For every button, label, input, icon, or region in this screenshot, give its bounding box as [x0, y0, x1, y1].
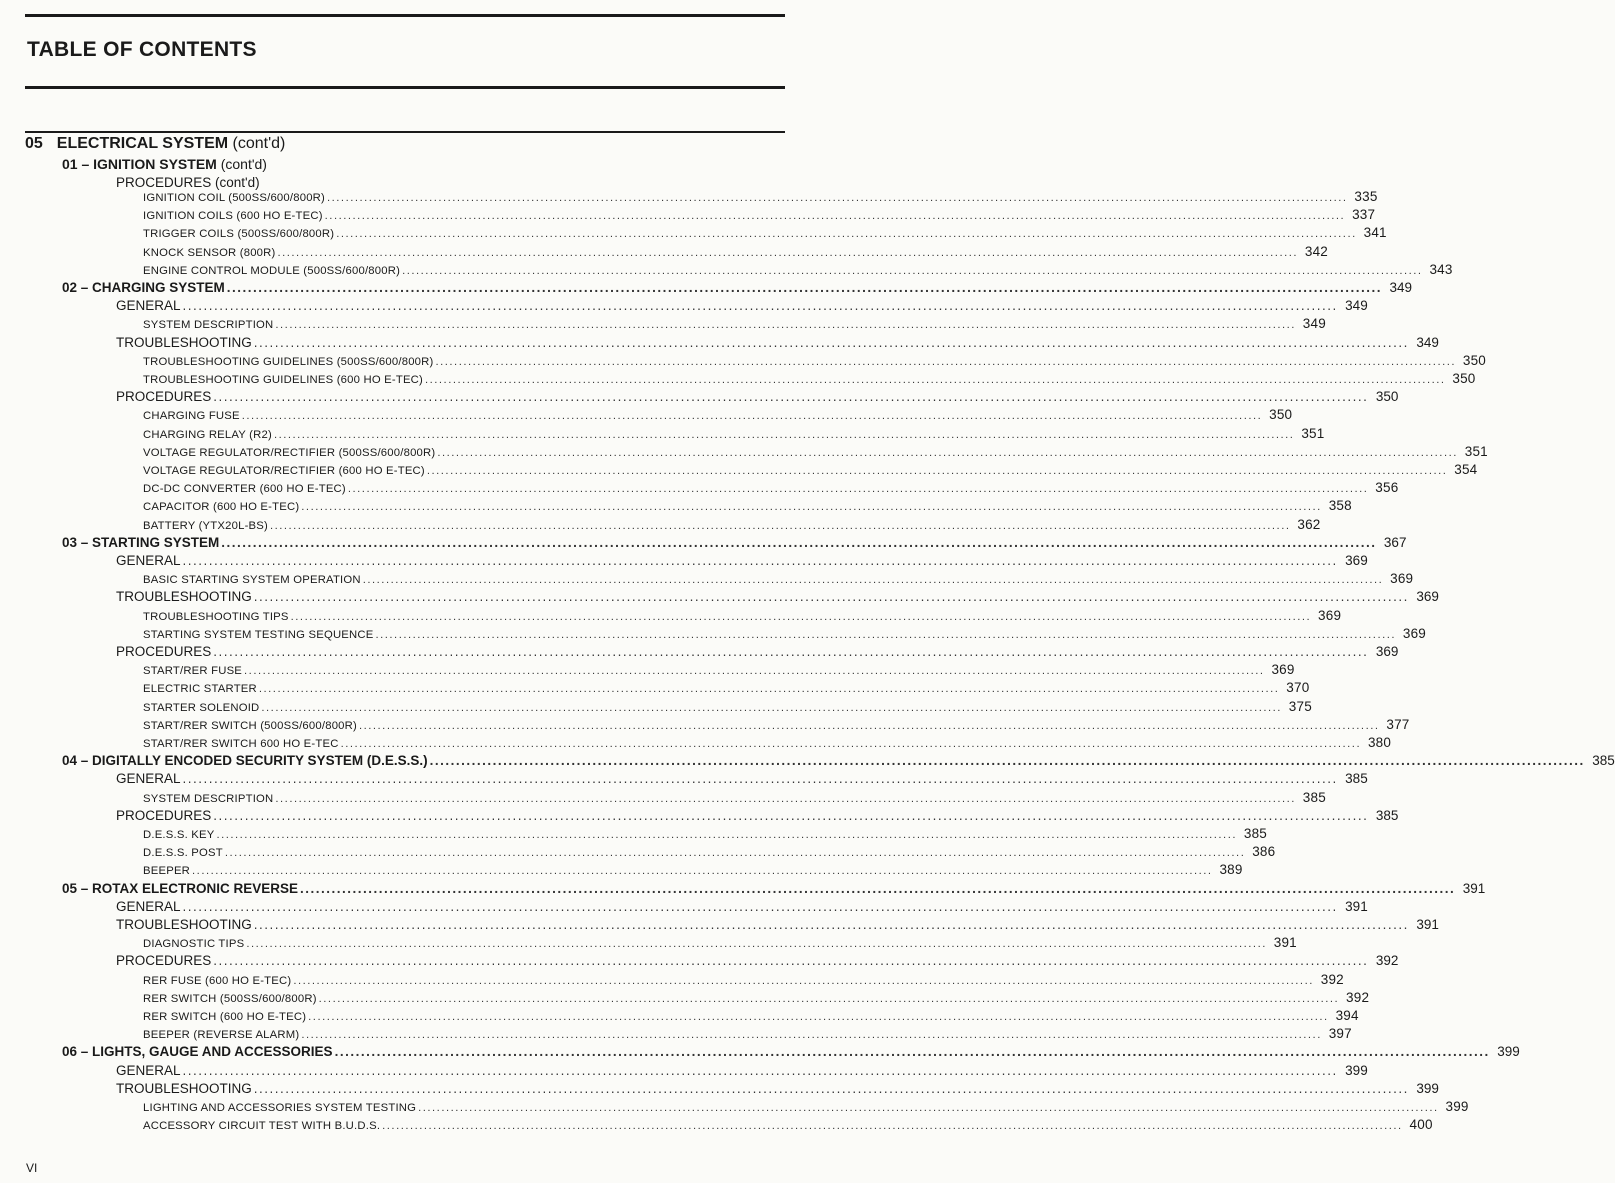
toc-entry-page: 335 — [1354, 189, 1378, 204]
toc-entry[interactable] — [116, 388, 1399, 406]
toc-entry-page: 369 — [1416, 589, 1439, 605]
dot-leader: ............................................................................................................................................................................................................................ — [358, 719, 1380, 732]
toc-entry[interactable] — [143, 425, 1325, 443]
toc-entry-page: 349 — [1416, 334, 1439, 350]
toc-entry[interactable] — [143, 1007, 1359, 1025]
toc-entry[interactable] — [143, 516, 1321, 534]
toc-entry[interactable] — [143, 679, 1310, 697]
toc-entry-page: 362 — [1297, 516, 1321, 532]
toc-entry-page: 394 — [1335, 1008, 1359, 1023]
dot-leader: ............................................................................................................................................................................................................................ — [277, 246, 1299, 259]
toc-entry[interactable] — [143, 497, 1352, 515]
toc-entry-title: VOLTAGE REGULATOR/RECTIFIER (600 HO E-TEC) — [143, 465, 425, 477]
dot-leader: ............................................................................................................................................................................................................................ — [253, 1080, 1409, 1096]
toc-entry-page: 391 — [1462, 880, 1486, 896]
toc-entry-title: TROUBLESHOOTING — [116, 589, 252, 605]
toc-entry[interactable] — [116, 552, 1368, 570]
toc-entry[interactable] — [143, 206, 1376, 224]
dot-leader: ............................................................................................................................................................................................................................ — [182, 1062, 1338, 1078]
dot-leader: ............................................................................................................................................................................................................................ — [301, 1029, 1322, 1042]
toc-entry[interactable] — [62, 752, 1615, 770]
toc-entry-title: BEEPER — [143, 865, 191, 878]
toc-entry[interactable] — [116, 588, 1439, 606]
toc-entry-page: 351 — [1464, 443, 1488, 459]
toc-entry[interactable] — [116, 898, 1368, 916]
toc-entry-title: TROUBLESHOOTING — [116, 334, 252, 350]
toc-entry-title: STARTER SOLENOID — [143, 701, 260, 714]
toc-entry[interactable] — [143, 734, 1392, 752]
toc-entry-page: 337 — [1352, 207, 1376, 223]
toc-entry-title: CHARGING FUSE — [143, 410, 240, 423]
toc-entry-page: 342 — [1304, 243, 1329, 259]
toc-entry-page: 392 — [1375, 953, 1399, 969]
toc-entry[interactable] — [143, 971, 1344, 989]
toc-entry-title: PROCEDURES — [116, 389, 212, 405]
toc-entry-title: DIAGNOSTIC TIPS — [143, 938, 245, 951]
toc-entry[interactable] — [143, 188, 1378, 206]
dot-leader: ............................................................................................................................................................................................................................ — [336, 228, 1357, 241]
toc-entry-title: 05 – ROTAX ELECTRONIC REVERSE — [62, 880, 299, 896]
toc-entry-title: PROCEDURES — [116, 953, 212, 969]
toc-entry-page: 391 — [1273, 935, 1297, 951]
dot-leader: ............................................................................................................................................................................................................................ — [253, 589, 1409, 605]
dot-leader: ............................................................................................................................................................................................................................ — [275, 319, 1296, 332]
toc-entry-page: 369 — [1375, 644, 1399, 659]
toc-entry-title: DC-DC CONVERTER (600 HO E-TEC) — [143, 483, 346, 496]
toc-entry[interactable] — [143, 1025, 1352, 1043]
toc-entry[interactable] — [116, 1062, 1368, 1080]
toc-entry[interactable] — [143, 570, 1414, 588]
dot-leader: ............................................................................................................................................................................................................................ — [273, 428, 1295, 441]
toc-entry-title: CAPACITOR (600 HO E-TEC) — [143, 501, 300, 514]
toc-entry-title: PROCEDURES — [116, 644, 212, 659]
toc-entry-page: 358 — [1328, 498, 1352, 514]
dot-leader: ............................................................................................................................................................................................................................ — [375, 628, 1397, 641]
dot-leader: ............................................................................................................................................................................................................................ — [327, 192, 1348, 204]
toc-entry[interactable] — [143, 825, 1267, 843]
toc-entry-page: 350 — [1269, 407, 1293, 423]
toc-entry-page: 397 — [1328, 1026, 1352, 1042]
toc-entry-title: TROUBLESHOOTING TIPS — [143, 610, 289, 623]
dot-leader: ............................................................................................................................................................................................................................ — [334, 1044, 1490, 1060]
dot-leader: ............................................................................................................................................................................................................................ — [246, 938, 1267, 951]
subsection-suffix: (cont'd) — [220, 156, 267, 172]
toc-entry-page: 392 — [1320, 971, 1344, 987]
toc-entry-title: VOLTAGE REGULATOR/RECTIFIER (500SS/600/800R) — [143, 446, 436, 459]
toc-entry-page: 369 — [1271, 662, 1295, 678]
toc-entry[interactable] — [143, 661, 1295, 679]
dot-leader: ............................................................................................................................................................................................................................ — [244, 665, 1265, 678]
dot-leader: ............................................................................................................................................................................................................................ — [300, 880, 1456, 896]
section-rule — [25, 131, 785, 133]
toc-entry-title: ENGINE CONTROL MODULE (500SS/600/800R) — [143, 264, 401, 277]
toc-entry[interactable] — [143, 607, 1342, 625]
toc-entry-page: 354 — [1454, 462, 1478, 477]
dot-leader: ............................................................................................................................................................................................................................ — [182, 298, 1338, 314]
top-rule — [25, 14, 785, 17]
toc-entry-title: GENERAL — [116, 898, 181, 914]
dot-leader: ............................................................................................................................................................................................................................ — [253, 917, 1409, 932]
page-number: VI — [26, 1161, 38, 1175]
toc-entry[interactable] — [143, 716, 1410, 734]
toc-entry-title: GENERAL — [116, 553, 181, 568]
toc-entry[interactable] — [116, 334, 1439, 352]
dot-leader: ............................................................................................................................................................................................................................ — [290, 610, 1312, 623]
toc-entry[interactable] — [62, 279, 1412, 297]
dot-leader: ............................................................................................................................................................................................................................ — [226, 280, 1382, 295]
toc-entry[interactable] — [116, 807, 1399, 825]
section-heading — [25, 135, 285, 153]
subsection-heading — [62, 156, 267, 172]
toc-entry-page: 391 — [1345, 898, 1368, 914]
dot-leader: ............................................................................................................................................................................................................................ — [293, 974, 1314, 987]
toc-entry-page: 385 — [1243, 826, 1267, 841]
dot-leader: ............................................................................................................................................................................................................................ — [418, 1102, 1439, 1114]
dot-leader: ............................................................................................................................................................................................................................ — [435, 355, 1457, 368]
toc-entry-title: ELECTRIC STARTER — [143, 683, 257, 696]
toc-entry-page: 399 — [1445, 1099, 1469, 1114]
toc-entry[interactable] — [143, 934, 1297, 952]
dot-leader: ............................................................................................................................................................................................................................ — [301, 501, 1322, 514]
toc-entry-page: 392 — [1346, 989, 1370, 1005]
toc-entry-title: RER SWITCH (500SS/600/800R) — [143, 992, 317, 1005]
toc-entry[interactable] — [143, 443, 1488, 461]
toc-entry-page: 369 — [1318, 607, 1342, 623]
toc-entry[interactable] — [143, 224, 1387, 242]
section-suffix: (cont'd) — [232, 135, 286, 152]
toc-entry-page: 400 — [1409, 1117, 1433, 1133]
dot-leader: ............................................................................................................................................................................................................................ — [275, 792, 1296, 805]
section-number: 05 — [25, 135, 43, 152]
toc-entry-page: 341 — [1363, 225, 1387, 241]
toc-entry-page: 369 — [1402, 625, 1427, 641]
dot-leader: ............................................................................................................................................................................................................................ — [382, 1120, 1403, 1133]
dot-leader: ............................................................................................................................................................................................................................ — [429, 753, 1585, 769]
toc-entry-title: D.E.S.S. KEY — [143, 829, 215, 841]
toc-entry[interactable] — [143, 698, 1312, 716]
toc-entry-title: STARTING SYSTEM TESTING SEQUENCE — [143, 628, 374, 641]
dot-leader: ............................................................................................................................................................................................................................ — [340, 738, 1362, 750]
procedures-heading: PROCEDURES (cont'd) — [116, 175, 260, 190]
dot-leader: ............................................................................................................................................................................................................................ — [402, 264, 1423, 277]
dot-leader: ............................................................................................................................................................................................................................ — [261, 701, 1282, 714]
toc-entry[interactable] — [143, 625, 1427, 643]
toc-entry-page: 349 — [1302, 316, 1326, 332]
dot-leader: ............................................................................................................................................................................................................................ — [308, 1011, 1329, 1023]
toc-entry[interactable] — [143, 843, 1276, 861]
toc-entry-title: IGNITION COIL (500SS/600/800R) — [143, 192, 326, 204]
subsection-title: 01 – IGNITION SYSTEM — [62, 156, 217, 172]
toc-entry-title: TROUBLESHOOTING — [116, 917, 252, 932]
toc-entry-page: 349 — [1389, 280, 1412, 295]
toc-entry-page: 343 — [1429, 261, 1453, 277]
dot-leader: ............................................................................................................................................................................................................................ — [213, 953, 1369, 969]
toc-entry[interactable] — [143, 352, 1487, 370]
toc-entry[interactable] — [143, 370, 1476, 388]
toc-entry-title: IGNITION COILS (600 HO E-TEC) — [143, 210, 323, 223]
toc-entry-title: START/RER SWITCH 600 HO E-TEC — [143, 738, 339, 750]
toc-entry-title: SYSTEM DESCRIPTION — [143, 792, 274, 805]
toc-entry-page: 399 — [1416, 1080, 1439, 1096]
toc-entry-title: TRIGGER COILS (500SS/600/800R) — [143, 228, 335, 241]
toc-entry-title: START/RER FUSE — [143, 665, 243, 678]
toc-entry-page: 377 — [1386, 716, 1410, 732]
toc-entry-page: 389 — [1219, 862, 1243, 878]
toc-entry-page: 351 — [1301, 425, 1325, 441]
dot-leader: ............................................................................................................................................................................................................................ — [192, 865, 1213, 878]
section-title: ELECTRICAL SYSTEM — [56, 135, 229, 152]
toc-entry[interactable] — [143, 989, 1370, 1007]
dot-leader: ............................................................................................................................................................................................................................ — [182, 553, 1338, 568]
toc-entry-title: TROUBLESHOOTING GUIDELINES (600 HO E-TEC) — [143, 374, 423, 386]
dot-leader: ............................................................................................................................................................................................................................ — [241, 410, 1263, 423]
toc-entry-title: ACCESSORY CIRCUIT TEST WITH B.U.D.S. — [143, 1120, 381, 1133]
toc-entry[interactable] — [116, 952, 1399, 970]
toc-entry-title: LIGHTING AND ACCESSORIES SYSTEM TESTING — [143, 1102, 417, 1114]
toc-entry-page: 385 — [1592, 753, 1615, 769]
dot-leader: ............................................................................................................................................................................................................................ — [213, 389, 1369, 405]
toc-entry[interactable] — [143, 315, 1326, 333]
dot-leader: ............................................................................................................................................................................................................................ — [425, 374, 1446, 386]
toc-entry[interactable] — [116, 1080, 1439, 1098]
dot-leader: ............................................................................................................................................................................................................................ — [213, 644, 1369, 659]
toc-entry[interactable] — [143, 261, 1453, 279]
dot-leader: ............................................................................................................................................................................................................................ — [318, 992, 1340, 1005]
toc-entry-title: 03 – STARTING SYSTEM — [62, 534, 220, 550]
dot-leader: ............................................................................................................................................................................................................................ — [324, 210, 1346, 223]
toc-entry[interactable] — [143, 479, 1399, 497]
dot-leader: ............................................................................................................................................................................................................................ — [213, 807, 1369, 823]
toc-entry[interactable] — [62, 1043, 1520, 1061]
toc-entry-title: TROUBLESHOOTING GUIDELINES (500SS/600/800R) — [143, 355, 434, 368]
toc-entry[interactable] — [116, 643, 1399, 661]
dot-leader: ............................................................................................................................................................................................................................ — [258, 683, 1280, 696]
toc-entry-title: TROUBLESHOOTING — [116, 1080, 252, 1096]
toc-entry[interactable] — [116, 297, 1368, 315]
toc-entry[interactable] — [116, 916, 1439, 934]
toc-entry-page: 391 — [1416, 917, 1439, 932]
toc-entry-page: 380 — [1367, 735, 1392, 750]
toc-entry-title: GENERAL — [116, 1062, 181, 1078]
dot-leader: ............................................................................................................................................................................................................................ — [362, 574, 1384, 587]
toc-entry-title: START/RER SWITCH (500SS/600/800R) — [143, 719, 357, 732]
toc-entry[interactable] — [143, 406, 1293, 424]
toc-entry-page: 385 — [1345, 771, 1368, 787]
toc-entry-page: 385 — [1302, 789, 1326, 805]
dot-leader: ............................................................................................................................................................................................................................ — [182, 898, 1338, 914]
toc-entry-page: 356 — [1375, 480, 1399, 496]
page-title: TABLE OF CONTENTS — [27, 38, 257, 61]
toc-entry-title: BASIC STARTING SYSTEM OPERATION — [143, 574, 361, 587]
dot-leader: ............................................................................................................................................................................................................................ — [437, 446, 1458, 459]
toc-entry-page: 375 — [1288, 698, 1312, 714]
dot-leader: ............................................................................................................................................................................................................................ — [269, 519, 1291, 532]
toc-entry-title: SYSTEM DESCRIPTION — [143, 319, 274, 332]
toc-entry-page: 386 — [1252, 844, 1276, 860]
toc-entry[interactable] — [116, 770, 1368, 788]
toc-entry[interactable] — [143, 1098, 1469, 1116]
toc-entry-title: GENERAL — [116, 298, 181, 314]
dot-leader: ............................................................................................................................................................................................................................ — [182, 771, 1338, 787]
toc-entry-title: KNOCK SENSOR (800R) — [143, 246, 276, 259]
toc-entry-title: 04 – DIGITALLY ENCODED SECURITY SYSTEM (D.E.S.S.) — [62, 753, 428, 769]
toc-entry[interactable] — [143, 861, 1243, 879]
toc-entry[interactable] — [62, 534, 1407, 552]
toc-entry[interactable] — [143, 1116, 1433, 1134]
dot-leader: ............................................................................................................................................................................................................................ — [221, 534, 1377, 550]
toc-entry-page: 369 — [1345, 553, 1368, 568]
toc-entry-title: CHARGING RELAY (R2) — [143, 428, 272, 441]
toc-entry-page: 349 — [1345, 298, 1368, 314]
toc-entry-page: 399 — [1497, 1044, 1520, 1060]
toc-entry[interactable] — [143, 461, 1478, 479]
toc-entry[interactable] — [143, 243, 1329, 261]
toc-entry-title: BATTERY (YTX20L-BS) — [143, 519, 268, 532]
toc-entry-page: 385 — [1375, 807, 1399, 823]
toc-entry-title: PROCEDURES — [116, 807, 212, 823]
dot-leader: ............................................................................................................................................................................................................................ — [216, 829, 1237, 841]
toc-entry-page: 350 — [1462, 352, 1487, 368]
toc-entry-title: RER SWITCH (600 HO E-TEC) — [143, 1011, 307, 1023]
title-rule — [25, 86, 785, 89]
toc-entry-page: 350 — [1375, 389, 1399, 405]
toc-entry-page: 350 — [1452, 371, 1476, 386]
toc-entry-page: 369 — [1390, 571, 1414, 587]
toc-entry-page: 399 — [1345, 1062, 1368, 1078]
toc-entry[interactable] — [62, 880, 1486, 898]
dot-leader: ............................................................................................................................................................................................................................ — [224, 847, 1246, 860]
toc-entry-title: BEEPER (REVERSE ALARM) — [143, 1029, 300, 1042]
toc-entry-title: RER FUSE (600 HO E-TEC) — [143, 974, 292, 987]
toc-entry[interactable] — [143, 789, 1326, 807]
dot-leader: ............................................................................................................................................................................................................................ — [253, 334, 1409, 350]
toc-entry-title: 06 – LIGHTS, GAUGE AND ACCESSORIES — [62, 1044, 333, 1060]
toc-entry-title: GENERAL — [116, 771, 181, 787]
toc-entry-title: D.E.S.S. POST — [143, 847, 223, 860]
toc-entry-page: 367 — [1383, 534, 1407, 550]
toc-entry-page: 370 — [1286, 680, 1310, 696]
toc-entry-title: 02 – CHARGING SYSTEM — [62, 280, 225, 295]
dot-leader: ............................................................................................................................................................................................................................ — [426, 465, 1448, 477]
dot-leader: ............................................................................................................................................................................................................................ — [347, 483, 1369, 496]
